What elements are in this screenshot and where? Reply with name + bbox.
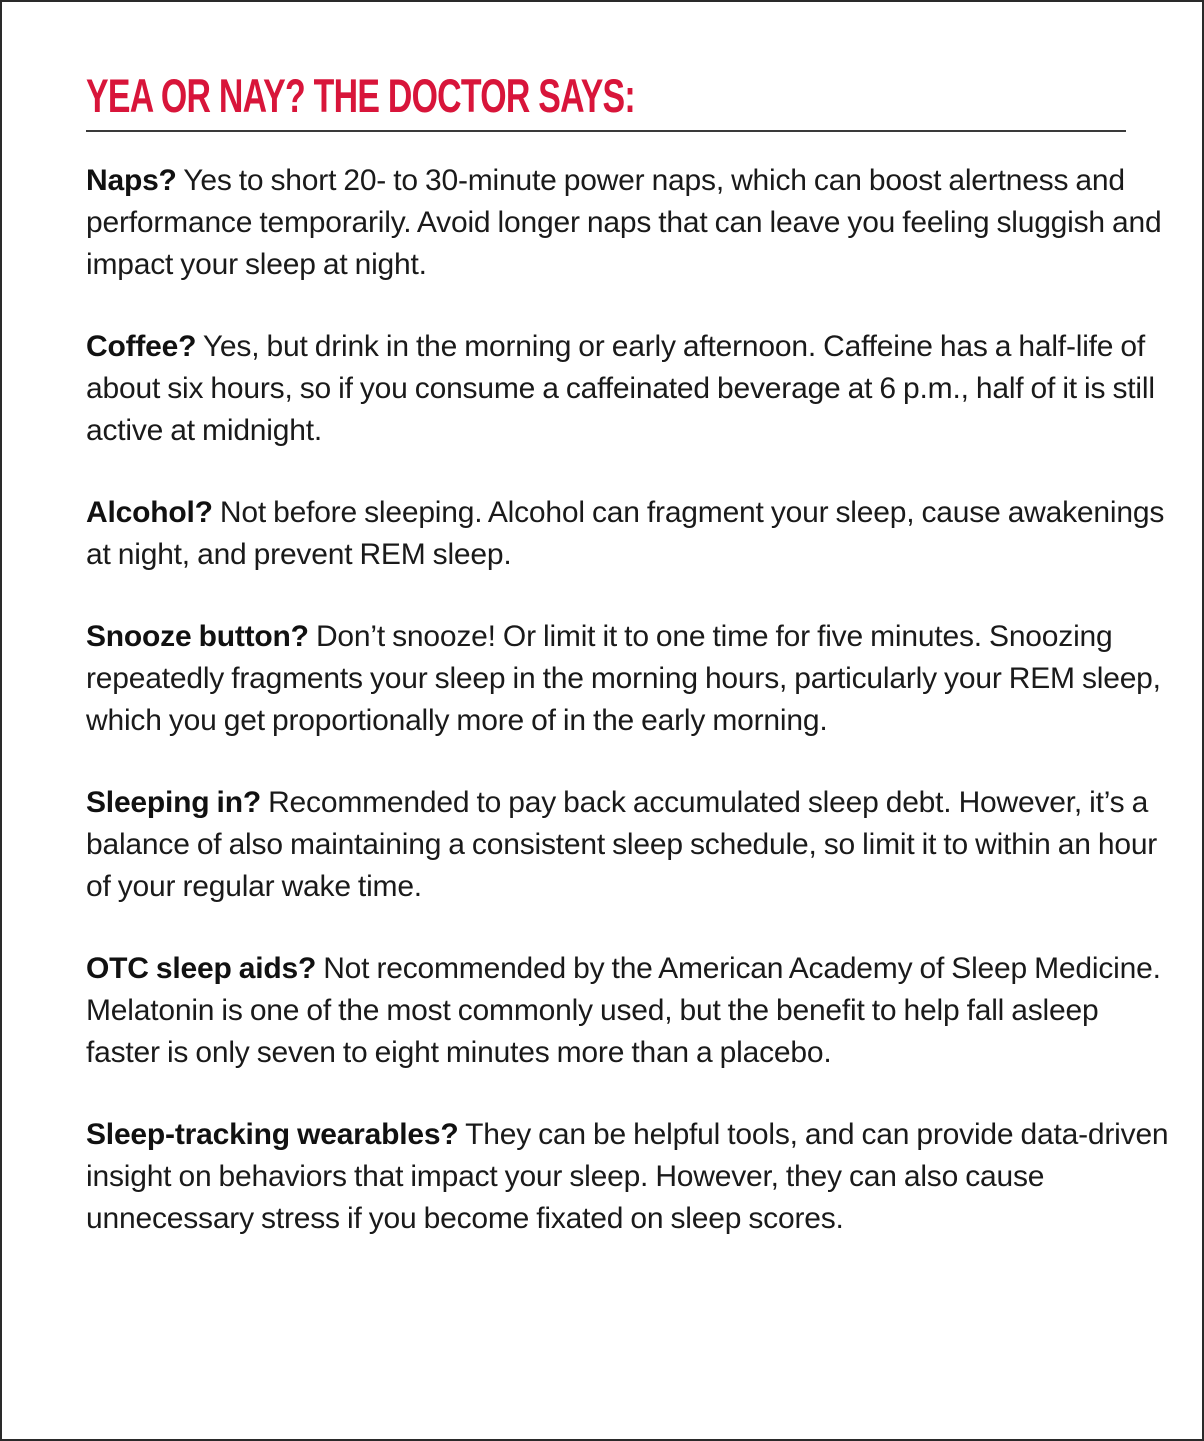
advice-term: Sleeping in? bbox=[86, 786, 261, 819]
advice-term: Naps? bbox=[86, 164, 177, 197]
advice-term: OTC sleep aids? bbox=[86, 952, 317, 985]
advice-item-alcohol bbox=[86, 492, 1176, 576]
advice-term: Sleep-tracking wearables? bbox=[86, 1118, 459, 1151]
advice-text: Not recommended by the American Academy of Sleep Medicine. Melatonin is one of the most commonly used, but the benefit to help fall asleep faster is only seven to eight minutes more than a placebo. bbox=[86, 952, 1161, 1069]
advice-item-snooze-button bbox=[86, 616, 1176, 742]
advice-text: Yes to short 20- to 30-minute power naps, which can boost alertness and performance temporarily. Avoid longer naps that can leave you feeling sluggish and impact your sleep at night. bbox=[86, 164, 1162, 281]
advice-text: Yes, but drink in the morning or early afternoon. Caffeine has a half-life of about six hours, so if you consume a caffeinated beverage at 6 p.m., half of it is still active at midnight. bbox=[86, 330, 1155, 447]
title-divider bbox=[86, 130, 1126, 132]
advice-term: Coffee? bbox=[86, 330, 197, 363]
advice-item-otc-sleep-aids bbox=[86, 948, 1176, 1074]
advice-text: Recommended to pay back accumulated sleep debt. However, it’s a balance of also maintaining a consistent sleep schedule, so limit it to within an hour of your regular wake time. bbox=[86, 786, 1158, 903]
advice-term: Alcohol? bbox=[86, 496, 213, 529]
panel-title: YEA OR NAY? THE DOCTOR SAYS: bbox=[86, 69, 635, 122]
advice-term: Snooze button? bbox=[86, 620, 309, 653]
advice-item-coffee bbox=[86, 326, 1176, 452]
advice-item-sleep-tracking-wearables bbox=[86, 1114, 1176, 1240]
advice-text: Don’t snooze! Or limit it to one time for five minutes. Snoozing repeatedly fragments your sleep in the morning hours, particularly your REM sleep, which you get proportionally more of in the early morning. bbox=[86, 620, 1161, 737]
advice-item-naps bbox=[86, 160, 1176, 286]
advice-list bbox=[86, 160, 1176, 1280]
advice-item-sleeping-in bbox=[86, 782, 1176, 908]
advice-text: Not before sleeping. Alcohol can fragment your sleep, cause awakenings at night, and prevent REM sleep. bbox=[86, 496, 1165, 571]
advice-text: They can be helpful tools, and can provide data-driven insight on behaviors that impact your sleep. However, they can also cause unnecessary stress if you become fixated on sleep scores. bbox=[86, 1118, 1169, 1235]
